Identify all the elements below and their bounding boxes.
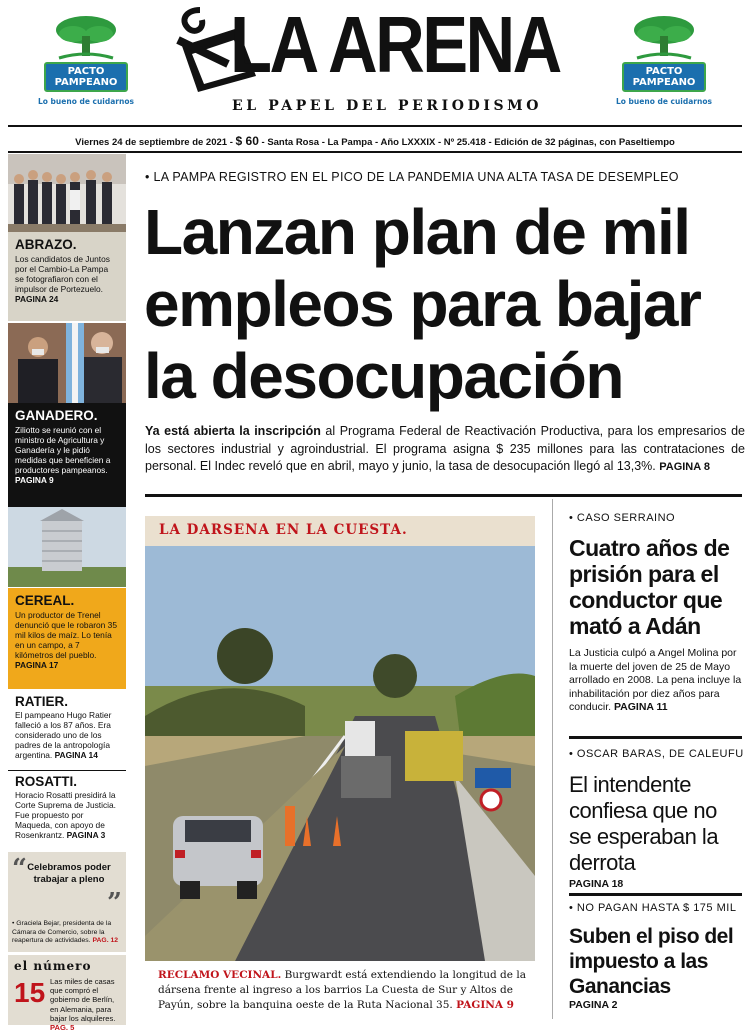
pacto-pampeano-logo-right	[616, 12, 712, 106]
ratier-box	[8, 692, 126, 766]
story1-text: La Justicia culpó a Angel Molina por la muerte del joven de 25 de Mayo arrollado en 2008. La pena incluye la inhabilitación por diez años para conducir. PAGINA 11	[569, 647, 742, 713]
quote-attribution: • Graciela Bejar, presidenta de la Cámara de Comercio, sobre la reapertura de actividades. PAG. 12	[12, 920, 119, 944]
divider	[569, 736, 742, 739]
quote-box	[8, 852, 126, 952]
story1-headline: Cuatro años de prisión para el conductor que mató a Adán	[569, 535, 730, 639]
numero-text: Las miles de casas que compró el gobierno de Berlín, en Alemania, para bajar los alquileres. PAG. 5	[50, 977, 116, 1033]
story2-headline: El intendente confiesa que no se esperaban la derrota	[569, 772, 719, 875]
ratier-text: El pampeano Hugo Ratier falleció a los 87 años. Era considerado uno de los padres de la antropología argentina. PAGINA 14	[15, 710, 112, 760]
main-kicker: • LA PAMPA REGISTRO EN EL PICO DE LA PANDEMIA UNA ALTA TASA DE DESEMPLEO	[145, 170, 679, 184]
cereal-text: Un productor de Trenel denunció que le robaron 35 mil kilos de maíz. Lo tenía en un campo, a 7 kilómetros del pueblo. PAGINA 17	[15, 610, 117, 670]
divider	[569, 893, 742, 896]
cereal-photo	[8, 507, 126, 587]
numero-box	[8, 955, 126, 1033]
story1-kicker: • CASO SERRAINO	[569, 512, 676, 524]
masthead-title: LA ARENA	[168, 4, 588, 88]
numero-value: 15	[14, 977, 46, 1008]
darsena-photo	[145, 516, 535, 961]
tree-icon	[51, 12, 121, 60]
open-quote-icon: “	[12, 854, 27, 884]
logo-banner: PACTO PAMPEANO	[622, 62, 706, 92]
ganadero-box	[8, 403, 126, 507]
ratier-title: RATIER.	[15, 694, 68, 709]
story2-kicker: • OSCAR BARAS, DE CALEUFU	[569, 748, 744, 760]
quote-text: Celebramos poder trabajar a pleno	[27, 862, 111, 885]
logo-tagline: Lo bueno de cuidarnos	[38, 97, 134, 106]
pacto-pampeano-logo-left	[38, 12, 134, 106]
tree-icon	[629, 12, 699, 60]
abrazo-title: ABRAZO.	[15, 237, 77, 252]
story3-headline: Suben el piso del impuesto a las Ganancias	[569, 925, 734, 998]
logo-banner: PACTO PAMPEANO	[44, 62, 128, 92]
main-deck: Ya está abierta la inscripción al Programa Federal de Reactivación Productiva, para los empresarios de los sectores industrial y agroindustrial. El programa asigna $ 235 millones para las contrataciones de personal. El Indec reveló que en abril, mayo y junio, la tasa de desocupación llegó al 13,3%. PAGINA 8	[145, 424, 745, 473]
abrazo-photo	[8, 154, 126, 232]
cereal-title: CEREAL.	[15, 593, 75, 608]
photo-banner: LA DARSENA EN LA CUESTA.	[145, 516, 535, 546]
cereal-box	[8, 588, 126, 689]
close-quote-icon: ”	[107, 888, 122, 918]
numero-label: el número	[14, 959, 92, 973]
story-oscar-baras	[569, 748, 744, 892]
logo-tagline: Lo bueno de cuidarnos	[616, 97, 712, 106]
masthead-subtitle: EL PAPEL DEL PERIODISMO	[232, 98, 543, 114]
divider	[8, 125, 742, 127]
photo-caption: RECLAMO VECINAL. Burgwardt está extendiendo la longitud de la dársena frente al ingreso a los barrios La Cuesta de Sur y Altos de Payún, sobre la banquina oeste de la Ruta Nacional 35. PAGINA 9	[158, 969, 526, 1011]
dateline: Viernes 24 de septiembre de 2021 - $ 60 - Santa Rosa - La Pampa - Año LXXXIX - Nº 25.418 - Edición de 32 páginas, con Paseltiempo	[75, 134, 675, 148]
rosatti-text: Horacio Rosatti presidirá la Corte Suprema de Justicia. Fue propuesto por Maqueda, con apoyo de Rosenkrantz. PAGINA 3	[15, 790, 117, 840]
divider	[8, 151, 742, 153]
story2-page: PAGINA 18	[569, 878, 624, 890]
story-caso-serraino	[569, 512, 744, 715]
abrazo-text: Los candidatos de Juntos por el Cambio-La Pampa se fotografiaron con el impulsor de Portezuelo. PAGINA 24	[15, 254, 110, 304]
story3-kicker: • NO PAGAN HASTA $ 175 MIL	[569, 902, 737, 914]
rosatti-box	[8, 772, 126, 846]
divider	[8, 770, 126, 771]
divider	[145, 494, 742, 497]
main-headline: Lanzan plan de mil empleos para bajar la desocupación	[144, 196, 701, 412]
ganadero-title: GANADERO.	[15, 408, 98, 423]
abrazo-box	[8, 232, 126, 321]
story3-page: PAGINA 2	[569, 999, 618, 1011]
rosatti-title: ROSATTI.	[15, 774, 77, 789]
column-divider	[552, 499, 553, 1019]
story-ganancias	[569, 902, 744, 1013]
ganadero-text: Ziliotto se reunió con el ministro de Agricultura y Ganadería y le pidió medidas que beneficien a productores pampeanos. PAGINA 9	[15, 425, 111, 485]
ganadero-photo	[8, 323, 126, 403]
